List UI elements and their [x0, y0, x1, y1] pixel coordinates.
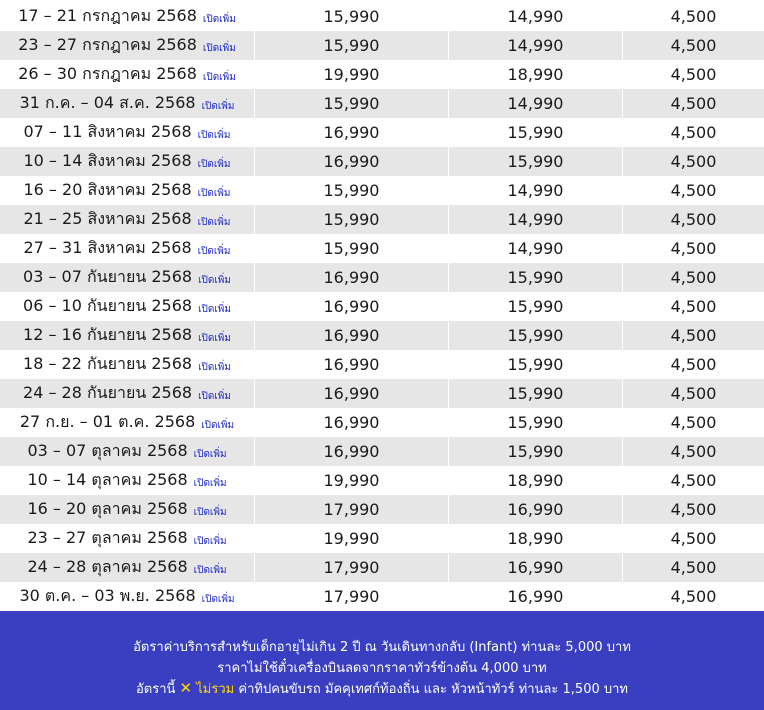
child-price-cell: 18,990 — [449, 524, 623, 553]
table-row — [0, 408, 764, 437]
table-row — [0, 176, 764, 205]
adult-price-cell: 15,990 — [255, 31, 449, 60]
status-badge: เปิดเพิ่ม — [201, 420, 235, 431]
table-row — [0, 379, 764, 408]
child-price-cell: 15,990 — [449, 321, 623, 350]
adult-price-cell: 15,990 — [255, 176, 449, 205]
date-cell — [0, 205, 255, 234]
table-row — [0, 234, 764, 263]
date-label: 16 – 20 ตุลาคม 2568 — [27, 499, 188, 518]
date-label: 18 – 22 กันยายน 2568 — [23, 354, 193, 373]
date-cell — [0, 2, 255, 31]
adult-price-cell: 16,990 — [255, 263, 449, 292]
child-price-cell: 14,990 — [449, 89, 623, 118]
child-price-cell: 16,990 — [449, 582, 623, 611]
date-cell — [0, 524, 255, 553]
table-row — [0, 292, 764, 321]
date-label: 23 – 27 กรกฎาคม 2568 — [18, 35, 197, 54]
date-cell — [0, 60, 255, 89]
adult-price-cell: 19,990 — [255, 466, 449, 495]
single-supplement-cell: 4,500 — [670, 123, 717, 142]
single-supplement-cell: 4,500 — [670, 529, 717, 548]
table-row — [0, 60, 764, 89]
price-table — [0, 2, 764, 611]
single-supplement-cell: 4,500 — [670, 558, 717, 577]
status-badge: เปิดเพิ่ม — [198, 362, 231, 373]
single-supplement-cell: 4,500 — [670, 297, 717, 316]
footer-notes — [0, 611, 764, 710]
single-supplement-cell: 4,500 — [670, 94, 717, 113]
adult-price-cell: 16,990 — [255, 408, 449, 437]
date-cell — [0, 553, 255, 582]
exclusion-note — [0, 678, 764, 699]
status-badge: เปิดเพิ่ม — [202, 72, 236, 83]
single-supplement-cell: 4,500 — [670, 442, 717, 461]
date-label: 03 – 07 กันยายน 2568 — [23, 267, 193, 286]
table-row — [0, 495, 764, 524]
single-supplement-cell: 4,500 — [670, 7, 717, 26]
single-supplement-cell: 4,500 — [670, 355, 717, 374]
status-badge: เปิดเพิ่ม — [198, 333, 231, 344]
date-label: 27 ก.ย. – 01 ต.ค. 2568 — [19, 412, 196, 431]
date-cell — [0, 321, 255, 350]
status-badge: เปิดเพิ่ม — [197, 130, 231, 141]
child-price-cell: 14,990 — [449, 2, 623, 31]
adult-price-cell: 15,990 — [255, 234, 449, 263]
status-badge: เปิดเพิ่ม — [201, 101, 235, 112]
adult-price-cell: 16,990 — [255, 379, 449, 408]
cross-icon: ✕ — [179, 679, 193, 697]
excluded-label: ไม่รวม — [196, 682, 235, 697]
date-label: 16 – 20 สิงหาคม 2568 — [23, 180, 192, 199]
single-supplement-cell: 4,500 — [670, 587, 717, 606]
status-badge: เปิดเพิ่ม — [201, 594, 235, 605]
table-row — [0, 350, 764, 379]
date-cell — [0, 350, 255, 379]
date-cell — [0, 118, 255, 147]
single-supplement-cell: 4,500 — [670, 36, 717, 55]
adult-price-cell: 16,990 — [255, 350, 449, 379]
table-row — [0, 466, 764, 495]
child-price-cell: 15,990 — [449, 118, 623, 147]
status-badge: เปิดเพิ่ม — [202, 43, 236, 54]
table-row — [0, 31, 764, 60]
status-badge: เปิดเพิ่ม — [193, 507, 227, 518]
child-price-cell: 14,990 — [449, 176, 623, 205]
date-label: 17 – 21 กรกฎาคม 2568 — [18, 6, 197, 25]
date-cell — [0, 379, 255, 408]
status-badge: เปิดเพิ่ม — [193, 565, 227, 576]
date-label: 21 – 25 สิงหาคม 2568 — [23, 209, 192, 228]
status-badge: เปิดเพิ่ม — [202, 14, 236, 25]
exclusion-prefix: อัตรานี้ — [135, 682, 180, 697]
adult-price-cell: 17,990 — [255, 553, 449, 582]
date-label: 10 – 14 ตุลาคม 2568 — [27, 470, 188, 489]
single-supplement-cell: 4,500 — [670, 413, 717, 432]
adult-price-cell: 19,990 — [255, 524, 449, 553]
single-supplement-cell: 4,500 — [670, 152, 717, 171]
child-price-cell: 18,990 — [449, 466, 623, 495]
date-label: 26 – 30 กรกฎาคม 2568 — [18, 64, 197, 83]
table-row — [0, 205, 764, 234]
exclusion-suffix: ค่าทิปคนขับรถ มัคคุเทศก์ท้องถิ่น และ หัวหน้าทัวร์ ท่านละ 1,500 บาท — [238, 682, 628, 697]
table-row — [0, 437, 764, 466]
date-label: 06 – 10 กันยายน 2568 — [23, 296, 193, 315]
table-row — [0, 147, 764, 176]
adult-price-cell: 16,990 — [255, 321, 449, 350]
single-supplement-cell: 4,500 — [670, 239, 717, 258]
single-supplement-cell: 4,500 — [670, 384, 717, 403]
child-price-cell: 15,990 — [449, 292, 623, 321]
date-label: 07 – 11 สิงหาคม 2568 — [23, 122, 192, 141]
child-price-cell: 15,990 — [449, 350, 623, 379]
date-cell — [0, 263, 255, 292]
date-cell — [0, 147, 255, 176]
no-ticket-note: ราคาไม่ใช้ตั๋วเครื่องบินลดจากราคาทัวร์ข้างต้น 4,000 บาท — [217, 661, 547, 676]
adult-price-cell: 15,990 — [255, 89, 449, 118]
child-price-cell: 15,990 — [449, 147, 623, 176]
child-price-cell: 16,990 — [449, 495, 623, 524]
table-row — [0, 89, 764, 118]
date-cell — [0, 292, 255, 321]
date-cell — [0, 437, 255, 466]
date-cell — [0, 495, 255, 524]
date-label: 12 – 16 กันยายน 2568 — [23, 325, 193, 344]
status-badge: เปิดเพิ่ม — [197, 188, 231, 199]
status-badge: เปิดเพิ่ม — [197, 246, 231, 257]
status-badge: เปิดเพิ่ม — [193, 449, 227, 460]
single-supplement-cell: 4,500 — [670, 65, 717, 84]
table-row — [0, 582, 764, 611]
child-price-cell: 15,990 — [449, 437, 623, 466]
date-cell — [0, 89, 255, 118]
adult-price-cell: 16,990 — [255, 437, 449, 466]
table-row — [0, 118, 764, 147]
adult-price-cell: 16,990 — [255, 147, 449, 176]
date-cell — [0, 234, 255, 263]
date-cell — [0, 31, 255, 60]
table-row — [0, 263, 764, 292]
table-row — [0, 2, 764, 31]
date-label: 10 – 14 สิงหาคม 2568 — [23, 151, 192, 170]
date-label: 03 – 07 ตุลาคม 2568 — [27, 441, 188, 460]
child-price-cell: 18,990 — [449, 60, 623, 89]
date-label: 24 – 28 ตุลาคม 2568 — [27, 557, 188, 576]
single-supplement-cell: 4,500 — [670, 181, 717, 200]
child-price-cell: 15,990 — [449, 263, 623, 292]
child-price-cell: 14,990 — [449, 234, 623, 263]
child-price-cell: 15,990 — [449, 408, 623, 437]
status-badge: เปิดเพิ่ม — [193, 536, 227, 547]
date-label: 31 ก.ค. – 04 ส.ค. 2568 — [19, 93, 196, 112]
date-cell — [0, 582, 255, 611]
child-price-cell: 16,990 — [449, 553, 623, 582]
adult-price-cell: 15,990 — [255, 205, 449, 234]
date-label: 23 – 27 ตุลาคม 2568 — [27, 528, 188, 547]
date-cell — [0, 176, 255, 205]
adult-price-cell: 17,990 — [255, 495, 449, 524]
table-row — [0, 321, 764, 350]
child-price-cell: 14,990 — [449, 31, 623, 60]
status-badge: เปิดเพิ่ม — [193, 478, 227, 489]
single-supplement-cell: 4,500 — [670, 500, 717, 519]
date-cell — [0, 408, 255, 437]
status-badge: เปิดเพิ่ม — [198, 304, 231, 315]
adult-price-cell: 19,990 — [255, 60, 449, 89]
date-label: 27 – 31 สิงหาคม 2568 — [23, 238, 192, 257]
child-price-cell: 14,990 — [449, 205, 623, 234]
date-cell — [0, 466, 255, 495]
adult-price-cell: 17,990 — [255, 582, 449, 611]
single-supplement-cell: 4,500 — [670, 210, 717, 229]
status-badge: เปิดเพิ่ม — [198, 275, 231, 286]
single-supplement-cell: 4,500 — [670, 268, 717, 287]
infant-note: อัตราค่าบริการสำหรับเด็กอายุไม่เกิน 2 ปี ณ วันเดินทางกลับ (Infant) ท่านละ 5,000 บาท — [133, 640, 631, 655]
adult-price-cell: 16,990 — [255, 292, 449, 321]
status-badge: เปิดเพิ่ม — [197, 217, 231, 228]
status-badge: เปิดเพิ่ม — [197, 159, 231, 170]
single-supplement-cell: 4,500 — [670, 471, 717, 490]
child-price-cell: 15,990 — [449, 379, 623, 408]
status-badge: เปิดเพิ่ม — [198, 391, 231, 402]
date-label: 24 – 28 กันยายน 2568 — [23, 383, 193, 402]
date-label: 30 ต.ค. – 03 พ.ย. 2568 — [19, 586, 196, 605]
table-row — [0, 553, 764, 582]
single-supplement-cell: 4,500 — [670, 326, 717, 345]
adult-price-cell: 16,990 — [255, 118, 449, 147]
adult-price-cell: 15,990 — [255, 2, 449, 31]
table-row — [0, 524, 764, 553]
